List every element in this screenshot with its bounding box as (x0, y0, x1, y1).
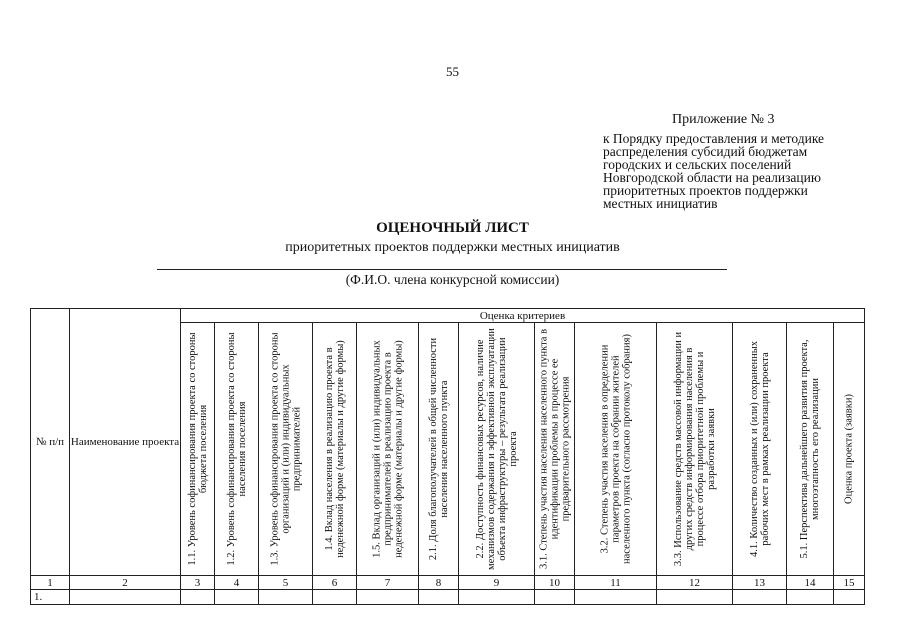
total-score-cell[interactable] (834, 590, 865, 605)
evaluation-table (30, 308, 865, 605)
criterion-header (313, 323, 357, 576)
criterion-header (657, 323, 733, 576)
criteria-group-header: Оценка критериев (181, 309, 865, 323)
signature-line (157, 269, 727, 270)
criterion-label: 2.2. Доступность финансовых ресурсов, наличие механизмов содержания и эффективной эксплуатации объекта инфраструктуры – результата реализации проекта (474, 328, 519, 570)
column-number: 9 (459, 576, 535, 590)
column-number: 13 (733, 576, 787, 590)
criterion-header (834, 323, 865, 576)
criterion-header (419, 323, 459, 576)
column-number: 6 (313, 576, 357, 590)
score-cell[interactable] (733, 590, 787, 605)
score-cell[interactable] (459, 590, 535, 605)
criterion-label: 1.4. Вклад населения в реализацию проекта в неденежной форме (материалы и другие формы) (323, 340, 346, 558)
column-number: 1 (31, 576, 70, 590)
form-title: ОЦЕНОЧНЫЙ ЛИСТ (376, 220, 529, 236)
page-number: 55 (446, 64, 459, 79)
score-cell[interactable] (181, 590, 215, 605)
score-cell[interactable] (419, 590, 459, 605)
project-name-cell[interactable] (70, 590, 181, 605)
criterion-header (733, 323, 787, 576)
criterion-label: 2.1. Доля благополучателей в общей численности населения населенного пункта (427, 337, 450, 561)
column-number: 3 (181, 576, 215, 590)
column-number: 8 (419, 576, 459, 590)
criterion-header (357, 323, 419, 576)
row-number: 1. (31, 590, 70, 605)
criterion-label: 1.2. Уровень софинансирования проекта со стороны населения поселения (225, 332, 248, 566)
criterion-header (215, 323, 259, 576)
number-column-header: № п/п (31, 309, 70, 576)
column-number: 12 (657, 576, 733, 590)
column-number: 2 (70, 576, 181, 590)
criterion-header (575, 323, 657, 576)
criterion-label: 1.5. Вклад организаций и (или) индивидуальных предпринимателей в реализацию проекта в неденежной форме (материалы и другие формы) (371, 340, 404, 558)
score-cell[interactable] (657, 590, 733, 605)
column-number: 11 (575, 576, 657, 590)
criterion-label: 3.1. Степень участия населения населенного пункта в идентификации проблемы в процессе ее предварительного рассмотрения (538, 328, 571, 570)
criterion-label: 3.2. Степень участия населения в определении параметров проекта на собрании жителей населенного пункта (согласно протоколу собрания) (599, 334, 632, 564)
score-cell[interactable] (535, 590, 575, 605)
form-subtitle: приоритетных проектов поддержки местных инициатив (285, 240, 620, 255)
criterion-header (535, 323, 575, 576)
column-number: 7 (357, 576, 419, 590)
score-cell[interactable] (575, 590, 657, 605)
criterion-header (259, 323, 313, 576)
score-cell[interactable] (787, 590, 834, 605)
column-number: 15 (834, 576, 865, 590)
criterion-header (459, 323, 535, 576)
score-cell[interactable] (313, 590, 357, 605)
name-column-header: Наименование проекта (70, 309, 181, 576)
criterion-label: Оценка проекта (заявки) (843, 394, 855, 504)
appendix-title: Приложение № 3 (672, 112, 775, 127)
criterion-label: 4.1. Количество созданных и (или) сохраненных рабочих мест в рамках реализации проекта (748, 340, 771, 558)
signature-caption: (Ф.И.О. члена конкурсной комиссии) (345, 272, 560, 287)
score-cell[interactable] (259, 590, 313, 605)
table-header-row (31, 309, 865, 323)
column-number: 10 (535, 576, 575, 590)
criterion-label: 1.3. Уровень софинансирования проекта со стороны организаций и (или) индивидуальных предпринимателей (269, 332, 302, 566)
criterion-label: 5.1. Перспектива дальнейшего развития проекта, многоэтапность его реализации (799, 339, 821, 559)
criterion-header (181, 323, 215, 576)
score-cell[interactable] (215, 590, 259, 605)
column-number: 14 (787, 576, 834, 590)
criterion-label: 3.3. Использование средств массовой информации и других средств информирования населения в процессе отбора приоритетной проблемы и разработки заявки (672, 331, 717, 567)
column-number: 4 (215, 576, 259, 590)
criterion-label: 1.1. Уровень софинансирования проекта со стороны бюджета поселения (186, 332, 209, 566)
appendix-description: к Порядку предоставления и методике распределения субсидий бюджетам городских и сельских поселений Новгородской области на реализацию приоритетных проектов поддержки местных инициатив (603, 131, 825, 211)
criterion-header (787, 323, 834, 576)
score-cell[interactable] (357, 590, 419, 605)
column-number: 5 (259, 576, 313, 590)
column-number-row (31, 576, 865, 590)
table-row (31, 590, 865, 605)
